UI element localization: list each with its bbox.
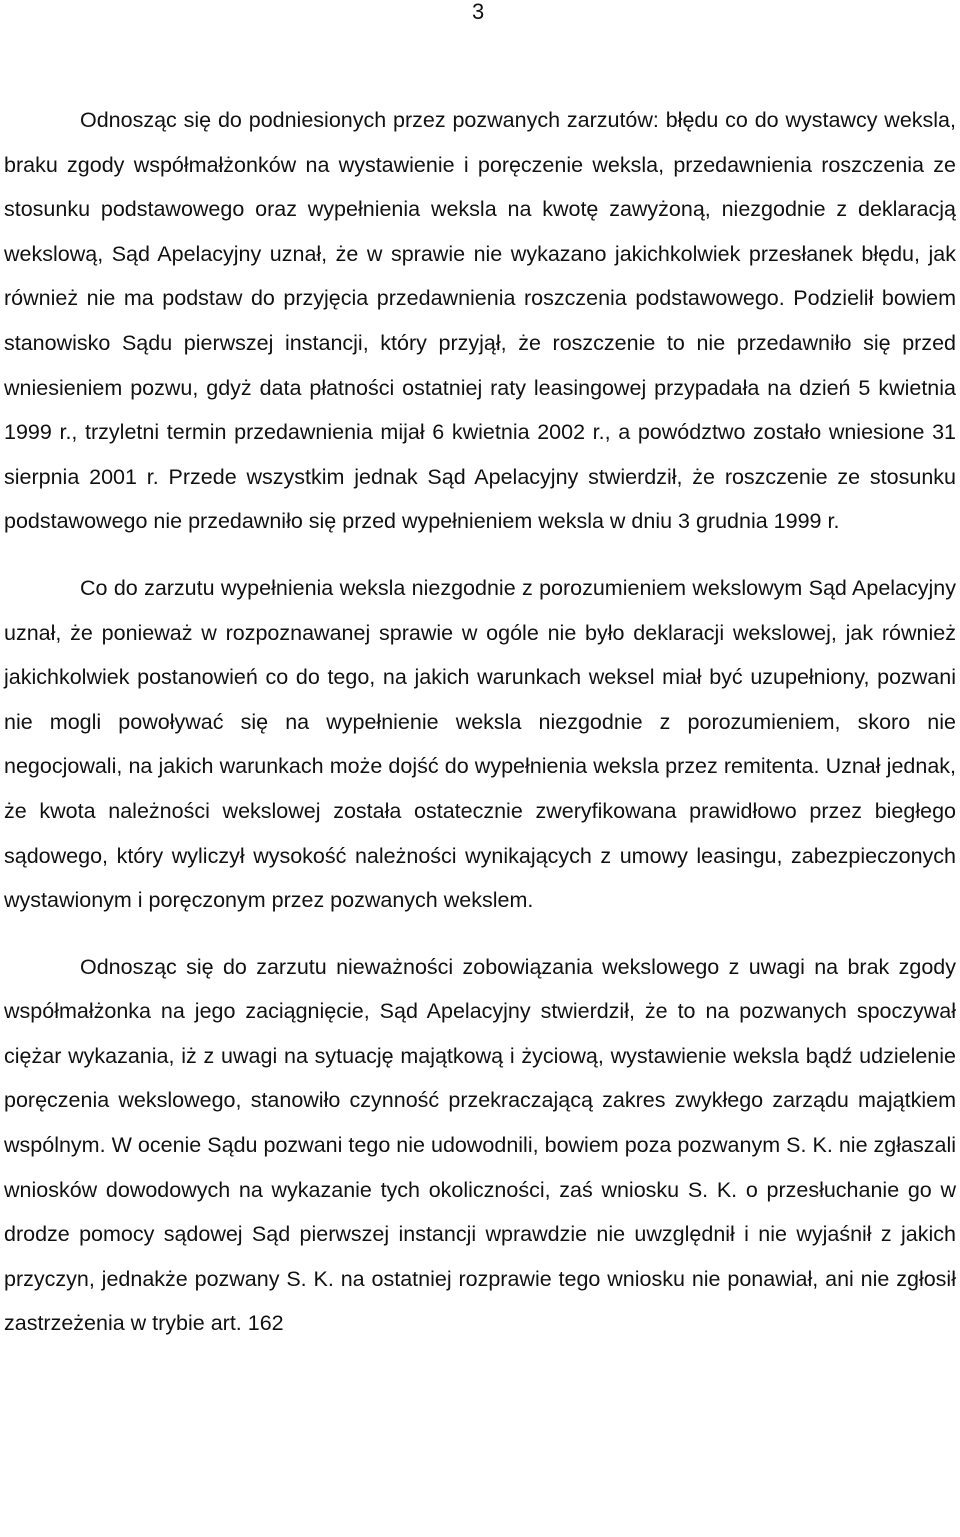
document-body — [4, 98, 956, 1368]
page-number: 3 — [472, 0, 485, 24]
paragraph-bill-completion: Co do zarzutu wypełnienia weksla niezgodnie z porozumieniem wekslowym Sąd Apelacyjny uznał, że ponieważ w rozpoznawanej sprawie w ogóle nie było deklaracji wekslowej, jak również jakichkolwiek postanowień co do tego, na jakich warunkach weksel miał być uzupełniony, pozwani nie mogli powoływać się na wypełnienie weksla niezgodnie z porozumieniem, skoro nie negocjowali, na jakich warunkach może dojść do wypełnienia weksla przez remitenta. Uznał jednak, że kwota należności wekslowej została ostatecznie zweryfikowana prawidłowo przez biegłego sądowego, który wyliczył wysokość należności wynikających z umowy leasingu, zabezpieczonych wystawionym i poręczonym przez pozwanych wekslem. — [4, 575, 956, 913]
paragraph-statute-of-limitations: Odnosząc się do podniesionych przez pozwanych zarzutów: błędu co do wystawcy weksla, braku zgody współmałżonków na wystawienie i poręczenie weksla, przedawnienia roszczenia ze stosunku podstawowego oraz wypełnienia weksla na kwotę zawyżoną, niezgodnie z deklaracją wekslową, Sąd Apelacyjny uznał, że w sprawie nie wykazano jakichkolwiek przesłanek błędu, jak również nie ma podstaw do przyjęcia przedawnienia roszczenia podstawowego. Podzielił bowiem stanowisko Sądu pierwszej instancji, który przyjął, że roszczenie to nie przedawniło się przed wniesieniem pozwu, gdyż data płatności ostatniej raty leasingowej przypadała na dzień 5 kwietnia 1999 r., trzyletni termin przedawnienia mijał 6 kwietnia 2002 r., a powództwo zostało wniesione 31 sierpnia 2001 r. Przede wszystkim jednak Sąd Apelacyjny stwierdził, że roszczenie ze stosunku podstawowego nie przedawniło się przed wypełnieniem weksla w dniu 3 grudnia 1999 r. — [4, 108, 956, 534]
paragraph-spouse-consent: Odnosząc się do zarzutu nieważności zobowiązania wekslowego z uwagi na brak zgody współmałżonka na jego zaciągnięcie, Sąd Apelacyjny stwierdził, że to na pozwanych spoczywał ciężar wykazania, iż z uwagi na sytuację majątkową i życiową, wystawienie weksla bądź udzielenie poręczenia wekslowego, stanowiło czynność przekraczającą zakres zwykłego zarządu majątkiem wspólnym. W ocenie Sądu pozwani tego nie udowodnili, bowiem poza pozwanym S. K. nie zgłaszali wniosków dowodowych na wykazanie tych okoliczności, zaś wniosku S. K. o przesłuchanie go w drodze pomocy sądowej Sąd pierwszej instancji wprawdzie nie uwzględnił i nie wyjaśnił z jakich przyczyn, jednakże pozwany S. K. na ostatniej rozprawie tego wniosku nie ponawiał, ani nie zgłosił zastrzeżenia w trybie art. 162 — [4, 954, 956, 1336]
